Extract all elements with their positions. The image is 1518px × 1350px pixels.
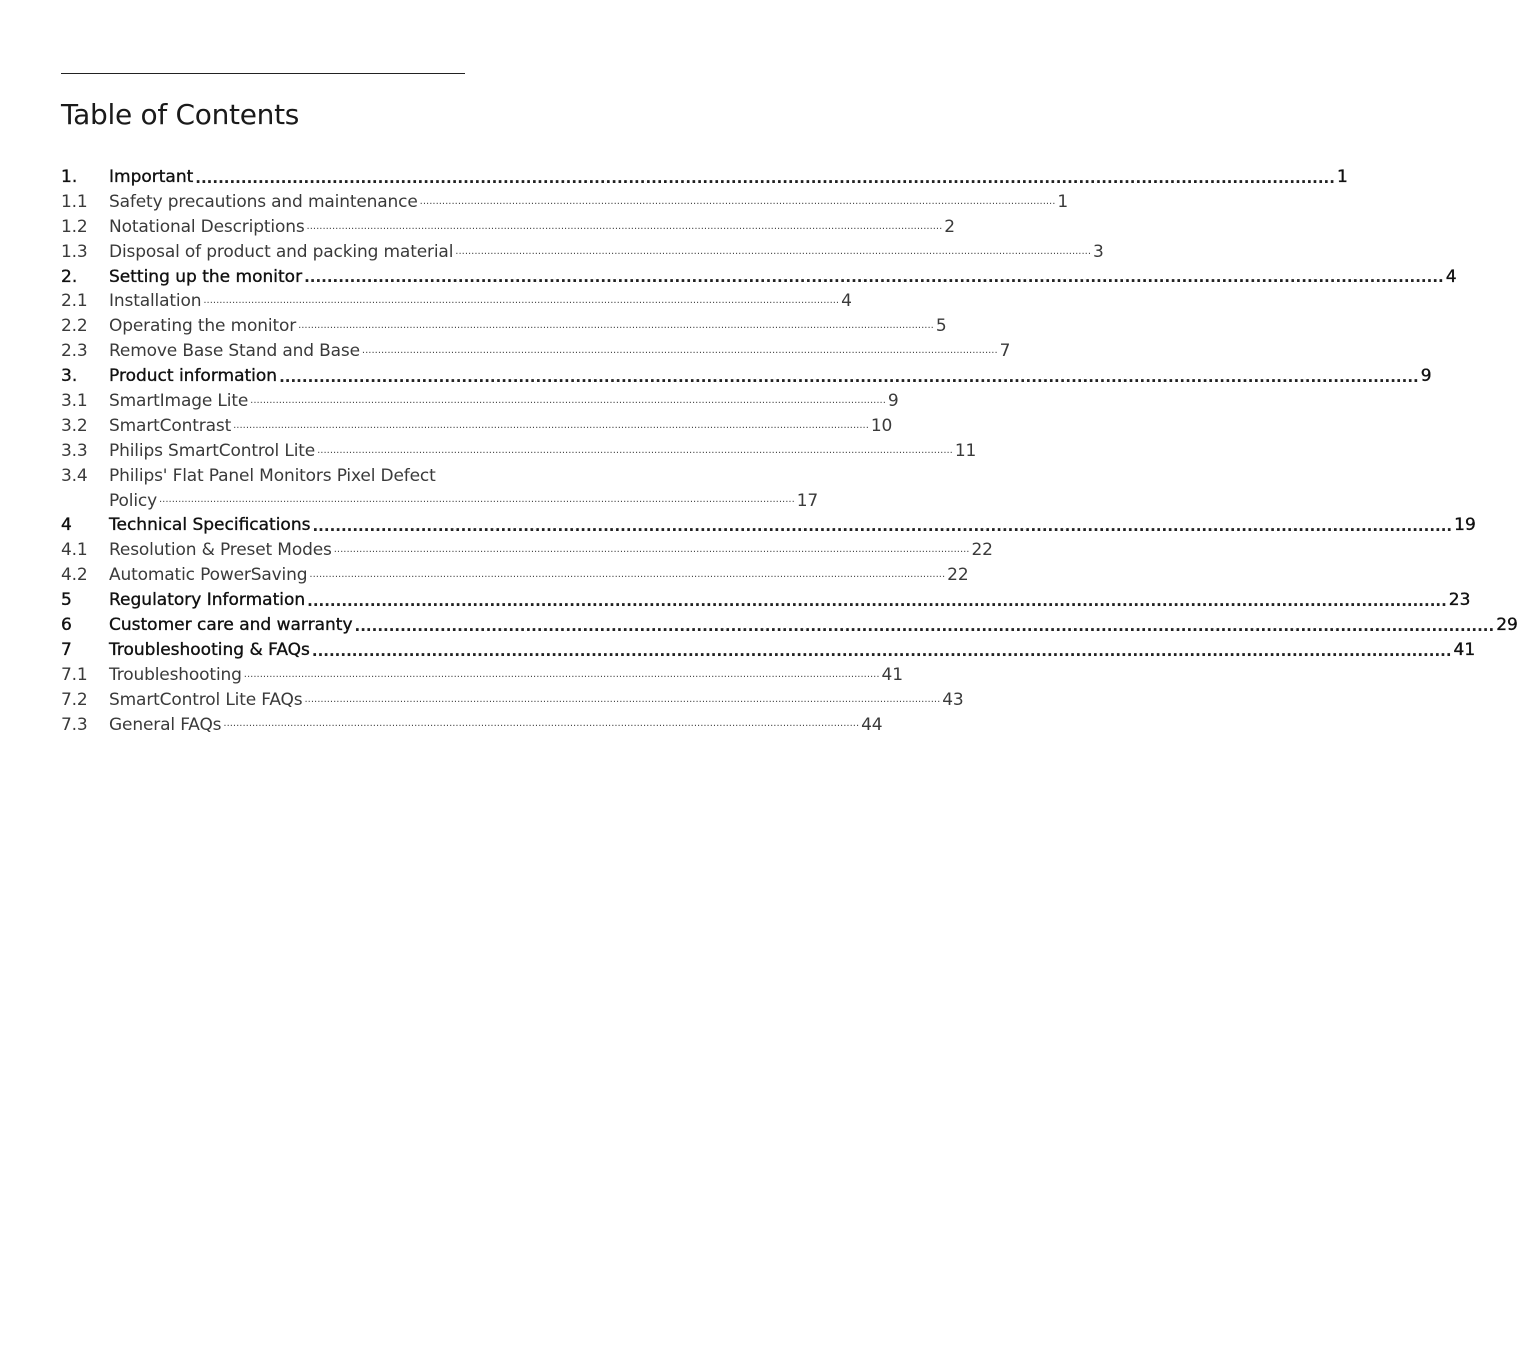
toc-leader-dots	[355, 616, 1495, 636]
toc-entry-page: 1	[1336, 166, 1348, 187]
toc-entry-page: 9	[1420, 366, 1432, 387]
table-of-contents	[61, 165, 1518, 737]
toc-entry-number: 1.1	[61, 191, 88, 212]
toc-entry[interactable]	[61, 663, 903, 688]
toc-entry-number: 7	[61, 639, 72, 660]
toc-entry[interactable]	[61, 688, 964, 713]
toc-entry-label: Philips' Flat Panel Monitors Pixel Defect	[109, 465, 436, 486]
toc-leader-dots	[298, 318, 934, 334]
toc-entry-page: 29	[1496, 615, 1518, 636]
toc-entry-number: 1.2	[61, 216, 88, 237]
toc-entry-number: 3.4	[61, 465, 88, 486]
toc-entry-page: 41	[881, 664, 903, 685]
toc-entry-number: 5	[61, 590, 72, 611]
toc-entry-number: 2.2	[61, 316, 88, 337]
toc-entry-label: Remove Base Stand and Base	[109, 341, 360, 362]
toc-entry-label: Product information	[109, 366, 278, 387]
page-title: Table of Contents	[61, 98, 300, 131]
toc-leader-dots	[195, 168, 1335, 188]
toc-leader-dots	[307, 591, 1447, 611]
toc-entry[interactable]	[61, 215, 955, 240]
toc-entry-page: 11	[954, 440, 977, 461]
toc-entry-number: 7.2	[61, 689, 88, 710]
toc-entry-number: 2.3	[61, 341, 88, 362]
toc-entry-page: 7	[999, 341, 1011, 362]
toc-entry[interactable]	[61, 464, 474, 489]
toc-entry-number: 2.1	[61, 291, 88, 312]
toc-entry[interactable]	[61, 563, 969, 588]
toc-entry-label: Philips SmartControl Lite	[109, 440, 316, 461]
toc-entry[interactable]	[61, 613, 1518, 638]
toc-leader-dots	[309, 567, 945, 583]
toc-entry-page: 1	[1057, 191, 1069, 212]
toc-entry[interactable]	[61, 165, 1348, 190]
toc-entry[interactable]	[61, 638, 1476, 663]
toc-leader-dots	[334, 542, 970, 558]
toc-entry-page: 19	[1454, 515, 1476, 536]
toc-entry-continuation[interactable]	[61, 489, 819, 514]
toc-entry-page: 5	[935, 316, 947, 337]
toc-entry[interactable]	[61, 538, 993, 563]
toc-leader-dots	[305, 692, 941, 708]
toc-entry-label: Technical Specifications	[109, 515, 311, 536]
toc-entry[interactable]	[61, 513, 1476, 538]
toc-entry-label: Disposal of product and packing material	[109, 241, 454, 262]
toc-entry-label: Customer care and warranty	[109, 615, 353, 636]
toc-entry[interactable]	[61, 414, 893, 439]
toc-entry-number: 3.1	[61, 391, 88, 411]
toc-entry-label: Installation	[109, 291, 202, 312]
toc-entry-label: Automatic PowerSaving	[109, 565, 308, 586]
toc-entry-page: 2	[944, 216, 955, 237]
toc-entry-number: 4	[61, 515, 72, 536]
header-rule	[61, 73, 465, 74]
toc-leader-dots	[159, 492, 795, 508]
toc-leader-dots	[244, 667, 880, 683]
toc-entry-page: 23	[1448, 590, 1471, 611]
toc-entry-page: 22	[971, 540, 993, 561]
toc-entry-label: Troubleshooting	[109, 664, 242, 685]
toc-leader-dots	[362, 343, 998, 359]
toc-entry-label: Notational Descriptions	[109, 216, 305, 237]
toc-entry-page: 17	[796, 490, 819, 511]
toc-entry-number: 7.3	[61, 714, 88, 735]
toc-entry[interactable]	[61, 314, 947, 339]
toc-entry-page: 3	[1093, 241, 1104, 262]
toc-entry[interactable]	[61, 240, 1104, 265]
toc-leader-dots	[312, 641, 1452, 661]
toc-entry-page: 9	[887, 391, 899, 411]
toc-entry[interactable]	[61, 588, 1471, 613]
toc-leader-dots	[304, 267, 1444, 287]
toc-entry-page: 44	[861, 714, 883, 735]
toc-leader-dots	[317, 443, 953, 459]
toc-leader-dots	[250, 393, 886, 409]
toc-entry-label: SmartImage Lite	[109, 391, 249, 411]
toc-leader-dots	[223, 716, 859, 732]
toc-entry-number: 1.	[61, 166, 78, 187]
toc-entry[interactable]	[61, 190, 1069, 215]
toc-entry-number: 2.	[61, 266, 78, 287]
toc-entry-number: 4.1	[61, 540, 88, 561]
toc-leader-dots	[279, 367, 1419, 387]
toc-leader-dots	[233, 418, 869, 434]
toc-entry[interactable]	[61, 265, 1457, 290]
toc-entry-label: Important	[109, 166, 194, 187]
toc-entry-label: General FAQs	[109, 714, 222, 735]
toc-leader-dots	[420, 194, 1056, 210]
toc-entry[interactable]	[61, 713, 883, 738]
toc-entry-page: 43	[942, 689, 964, 710]
toc-entry-number: 4.2	[61, 565, 88, 586]
toc-entry-label: Resolution & Preset Modes	[109, 540, 332, 561]
toc-leader-dots	[312, 516, 1452, 536]
toc-entry-number: 3.3	[61, 440, 88, 461]
toc-leader-dots	[203, 293, 839, 309]
toc-entry-page: 22	[947, 565, 969, 586]
toc-entry-label: SmartContrast	[109, 415, 232, 436]
toc-entry-label: Operating the monitor	[109, 316, 297, 337]
toc-entry-number: 6	[61, 615, 72, 636]
toc-leader-dots	[455, 244, 1091, 260]
toc-leader-dots	[307, 219, 943, 235]
toc-entry[interactable]	[61, 289, 852, 314]
toc-entry-label: SmartControl Lite FAQs	[109, 689, 303, 710]
toc-entry-number: 7.1	[61, 664, 88, 685]
toc-entry-label: Troubleshooting & FAQs	[109, 639, 310, 660]
toc-entry[interactable]	[61, 389, 899, 414]
toc-entry-page: 4	[1445, 266, 1457, 287]
toc-entry-number: 3.2	[61, 415, 88, 436]
toc-entry[interactable]	[61, 339, 1011, 364]
toc-entry-page: 4	[841, 291, 852, 312]
toc-entry[interactable]	[61, 439, 977, 464]
toc-entry-label-continued: Policy	[109, 490, 157, 511]
toc-entry-number: 1.3	[61, 241, 88, 262]
toc-entry-label: Setting up the monitor	[109, 266, 303, 287]
toc-entry-page: 41	[1453, 639, 1476, 660]
toc-entry-label: Safety precautions and maintenance	[109, 191, 418, 212]
toc-entry-label: Regulatory Information	[109, 590, 306, 611]
toc-entry-number: 3.	[61, 366, 78, 387]
toc-entry-page: 10	[870, 415, 893, 436]
toc-entry[interactable]	[61, 364, 1432, 389]
